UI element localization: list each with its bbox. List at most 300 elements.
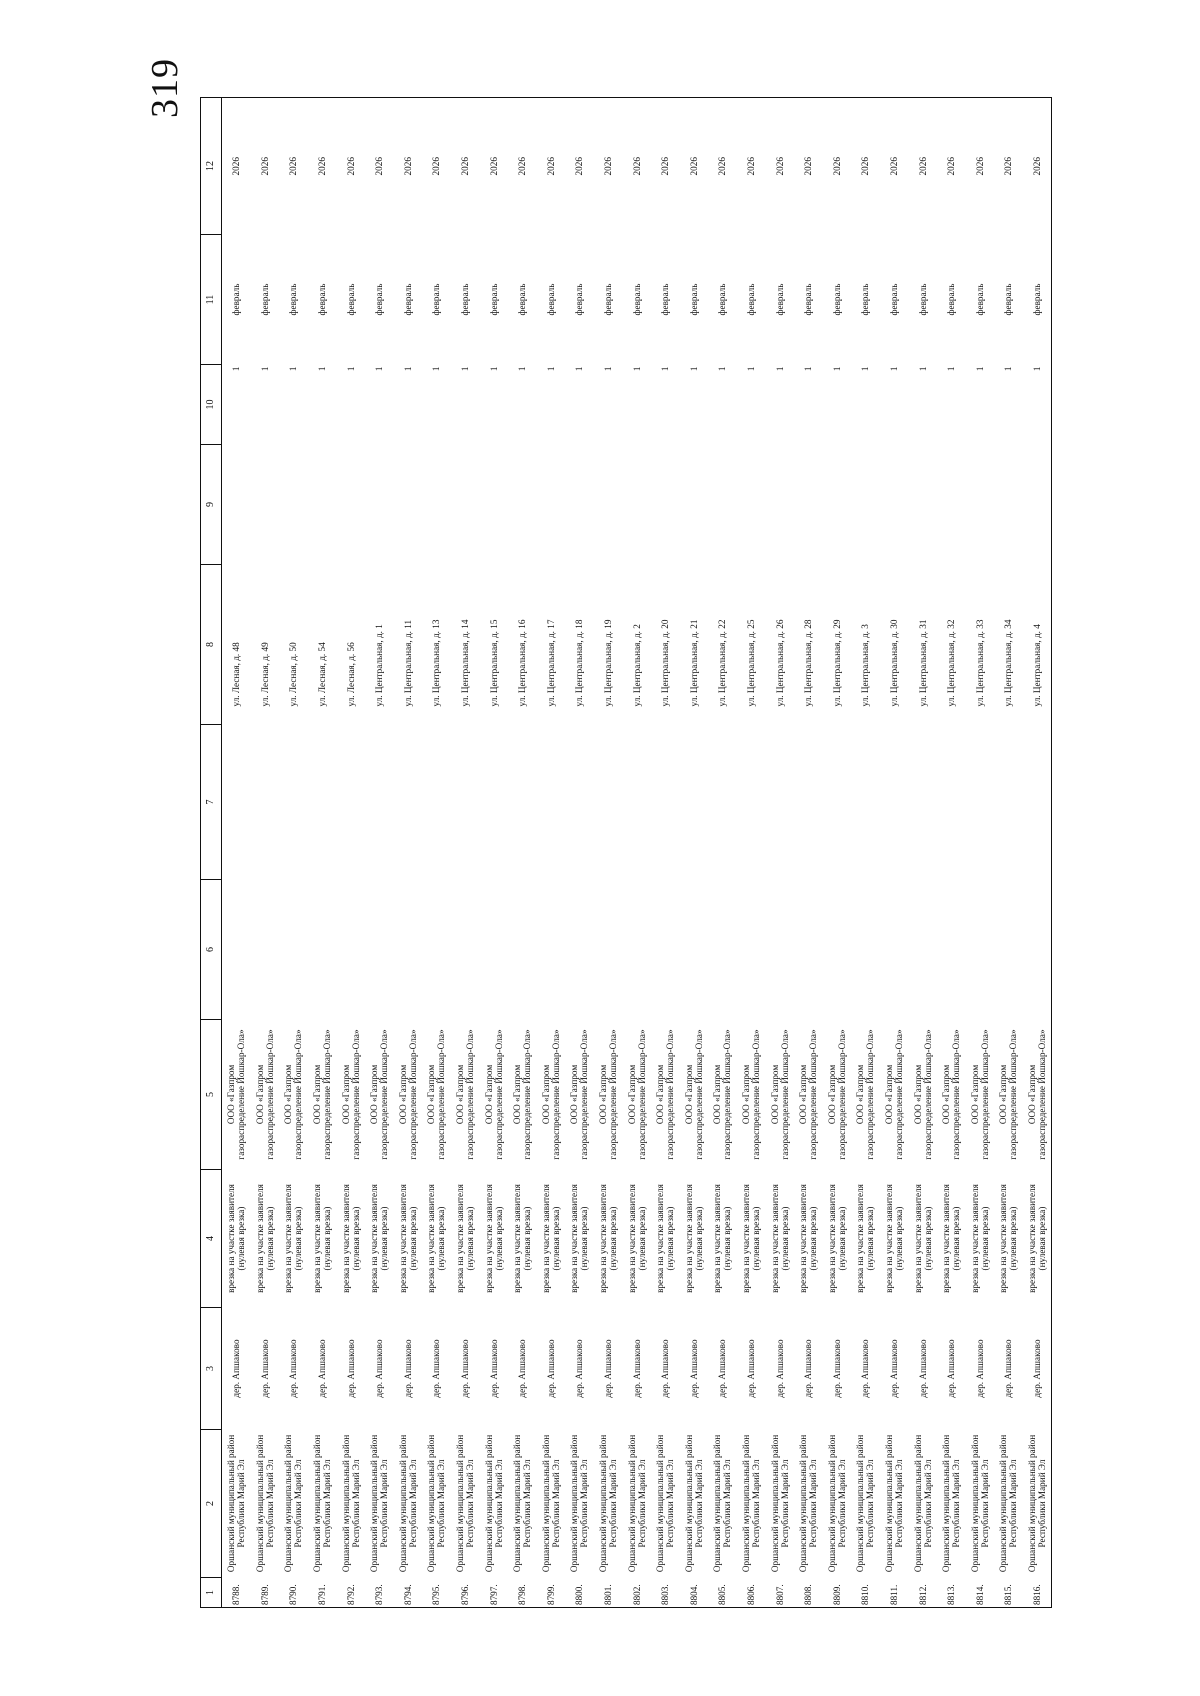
row-number-text: 8812.: [917, 1584, 928, 1605]
organization-cell-text: газораспределение Йошкар-Ола»: [836, 1029, 847, 1160]
month-cell-text: февраль: [631, 283, 642, 316]
organization-cell-text: ООО «Газпром: [1026, 1064, 1037, 1125]
address-cell: [451, 565, 480, 725]
district-cell-text: Республики Марий Эл: [951, 1459, 962, 1548]
row-number: [479, 1578, 508, 1608]
organization-cell-text: ООО «Газпром: [540, 1064, 551, 1125]
work-type-cell-text: врезка на участке заявителя: [226, 1184, 237, 1293]
empty-cell-9: [336, 445, 365, 565]
year-cell: [737, 98, 766, 235]
organization-cell: [365, 1020, 394, 1170]
work-type-cell-text: врезка на участке заявителя: [712, 1184, 723, 1293]
empty-cell-9: [765, 445, 794, 565]
count-cell-text: 1: [888, 366, 899, 372]
row-number-text: 8813.: [946, 1584, 957, 1605]
district-cell-text: Республики Марий Эл: [579, 1459, 590, 1548]
empty-cell-9: [737, 445, 766, 565]
empty-cell-6: [651, 880, 680, 1020]
address-cell: [279, 565, 308, 725]
work-type-cell-text: врезка на участке заявителя: [283, 1184, 294, 1293]
count-cell-text: 1: [717, 366, 728, 372]
work-type-cell: [508, 1170, 537, 1308]
settlement-cell-text: дер. Апшаково: [317, 1339, 328, 1398]
year-cell-text: 2026: [231, 157, 242, 176]
organization-cell: [937, 1020, 966, 1170]
count-cell: [422, 365, 451, 445]
empty-cell-9: [994, 445, 1023, 565]
count-cell: [251, 365, 280, 445]
table-row: [794, 98, 823, 1608]
year-cell-text: 2026: [317, 157, 328, 176]
empty-cell-6: [279, 880, 308, 1020]
empty-cell-7: [965, 725, 994, 880]
work-type-cell: [737, 1170, 766, 1308]
empty-cell-6: [537, 880, 566, 1020]
row-number: [651, 1578, 680, 1608]
work-type-cell: [965, 1170, 994, 1308]
address-cell-text: ул. Центральная, д. 19: [603, 619, 614, 707]
address-cell: [308, 565, 337, 725]
organization-cell: [394, 1020, 423, 1170]
month-cell-text: февраль: [460, 283, 471, 316]
organization-cell-text: газораспределение Йошкар-Ола»: [665, 1029, 676, 1160]
address-cell: [680, 565, 709, 725]
empty-cell-7: [251, 725, 280, 880]
organization-cell: [565, 1020, 594, 1170]
settlement-cell: [336, 1308, 365, 1430]
organization-cell-text: газораспределение Йошкар-Ола»: [979, 1029, 990, 1160]
settlement-cell: [994, 1308, 1023, 1430]
work-type-cell-text: врезка на участке заявителя: [969, 1184, 980, 1293]
organization-cell-text: газораспределение Йошкар-Ола»: [407, 1029, 418, 1160]
settlement-cell: [508, 1308, 537, 1430]
count-cell: [851, 365, 880, 445]
col-header: 1: [201, 1578, 222, 1608]
empty-cell-7: [622, 725, 651, 880]
empty-cell-9: [822, 445, 851, 565]
district-cell-text: Республики Марий Эл: [493, 1459, 504, 1548]
row-number-text: 8799.: [545, 1584, 556, 1605]
settlement-cell: [394, 1308, 423, 1430]
district-cell-text: Оршанский муниципальный район: [883, 1434, 894, 1573]
organization-cell-text: ООО «Газпром: [397, 1064, 408, 1125]
organization-cell-text: газораспределение Йошкар-Ола»: [322, 1029, 333, 1160]
district-cell-text: Республики Марий Эл: [407, 1459, 418, 1548]
settlement-cell: [651, 1308, 680, 1430]
row-number-text: 8797.: [488, 1584, 499, 1605]
district-cell: [908, 1430, 937, 1578]
district-cell: [622, 1430, 651, 1578]
count-cell-text: 1: [660, 366, 671, 372]
row-number-text: 8814.: [974, 1584, 985, 1605]
district-cell-text: Республики Марий Эл: [236, 1459, 247, 1548]
organization-cell-text: газораспределение Йошкар-Ола»: [779, 1029, 790, 1160]
empty-cell-6: [251, 880, 280, 1020]
settlement-cell-text: дер. Апшаково: [1003, 1339, 1014, 1398]
empty-cell-6: [479, 880, 508, 1020]
organization-cell-text: ООО «Газпром: [740, 1064, 751, 1125]
year-cell-text: 2026: [917, 157, 928, 176]
settlement-cell: [479, 1308, 508, 1430]
table-row: [422, 98, 451, 1608]
empty-cell-6: [508, 880, 537, 1020]
table-row: [994, 98, 1023, 1608]
district-cell-text: Республики Марий Эл: [350, 1459, 361, 1548]
work-type-cell-text: врезка на участке заявителя: [740, 1184, 751, 1293]
district-cell: [1023, 1430, 1052, 1578]
work-type-cell: [822, 1170, 851, 1308]
address-cell-text: ул. Лесная, д. 50: [288, 642, 299, 707]
row-number: [222, 1578, 251, 1608]
work-type-cell-text: (нулевая врезка): [865, 1206, 876, 1271]
empty-cell-7: [708, 725, 737, 880]
work-type-cell-text: врезка на участке заявителя: [512, 1184, 523, 1293]
month-cell-text: февраль: [603, 283, 614, 316]
year-cell: [222, 98, 251, 235]
year-cell-text: 2026: [631, 157, 642, 176]
settlement-cell: [537, 1308, 566, 1430]
organization-cell-text: ООО «Газпром: [483, 1064, 494, 1125]
organization-cell-text: ООО «Газпром: [254, 1064, 265, 1125]
work-type-cell: [537, 1170, 566, 1308]
work-type-cell-text: (нулевая врезка): [693, 1206, 704, 1271]
year-cell-text: 2026: [345, 157, 356, 176]
month-cell: [708, 235, 737, 365]
empty-cell-6: [422, 880, 451, 1020]
empty-cell-7: [508, 725, 537, 880]
month-cell: [937, 235, 966, 365]
col-header: 10: [201, 365, 222, 445]
address-cell-text: ул. Центральная, д. 13: [431, 619, 442, 707]
rotated-table-container: [200, 98, 1080, 1608]
row-number-text: 8804.: [688, 1584, 699, 1605]
table-row: [851, 98, 880, 1608]
year-cell: [1023, 98, 1052, 235]
row-number: [279, 1578, 308, 1608]
settlement-cell: [908, 1308, 937, 1430]
col-header: 5: [201, 1020, 222, 1170]
district-cell: [794, 1430, 823, 1578]
row-number-text: 8789.: [259, 1584, 270, 1605]
address-cell-text: ул. Лесная, д. 49: [259, 642, 270, 707]
organization-cell-text: газораспределение Йошкар-Ола»: [1008, 1029, 1019, 1160]
year-cell-text: 2026: [545, 157, 556, 176]
district-cell-text: Оршанский муниципальный район: [626, 1434, 637, 1573]
empty-cell-6: [594, 880, 623, 1020]
district-cell-text: Республики Марий Эл: [264, 1459, 275, 1548]
year-cell-text: 2026: [688, 157, 699, 176]
settlement-cell: [565, 1308, 594, 1430]
year-cell-text: 2026: [402, 157, 413, 176]
column-numbers-row: [201, 98, 222, 1608]
month-cell-text: февраль: [946, 283, 957, 316]
organization-cell: [222, 1020, 251, 1170]
district-cell-text: Оршанский муниципальный район: [569, 1434, 580, 1573]
work-type-cell: [1023, 1170, 1052, 1308]
district-cell: [822, 1430, 851, 1578]
table-row: [622, 98, 651, 1608]
row-number: [908, 1578, 937, 1608]
work-type-cell: [479, 1170, 508, 1308]
year-cell: [365, 98, 394, 235]
address-cell: [851, 565, 880, 725]
year-cell-text: 2026: [488, 157, 499, 176]
year-cell: [651, 98, 680, 235]
row-number-text: 8793.: [374, 1584, 385, 1605]
count-cell-text: 1: [631, 366, 642, 372]
organization-cell-text: ООО «Газпром: [855, 1064, 866, 1125]
organization-cell-text: ООО «Газпром: [226, 1064, 237, 1125]
work-type-cell: [308, 1170, 337, 1308]
row-number-text: 8794.: [402, 1584, 413, 1605]
col-header: 4: [201, 1170, 222, 1308]
district-cell-text: Оршанский муниципальный район: [426, 1434, 437, 1573]
row-number: [822, 1578, 851, 1608]
organization-cell: [908, 1020, 937, 1170]
organization-cell: [822, 1020, 851, 1170]
settlement-cell-text: дер. Апшаково: [717, 1339, 728, 1398]
address-cell: [1023, 565, 1052, 725]
count-cell-text: 1: [831, 366, 842, 372]
address-cell-text: ул. Центральная, д. 14: [460, 619, 471, 707]
empty-cell-9: [394, 445, 423, 565]
work-type-cell-text: врезка на участке заявителя: [598, 1184, 609, 1293]
address-cell: [365, 565, 394, 725]
address-cell: [737, 565, 766, 725]
organization-cell-text: ООО «Газпром: [598, 1064, 609, 1125]
work-type-cell-text: (нулевая врезка): [522, 1206, 533, 1271]
year-cell-text: 2026: [888, 157, 899, 176]
count-cell-text: 1: [288, 366, 299, 372]
organization-cell-text: ООО «Газпром: [798, 1064, 809, 1125]
work-type-cell-text: врезка на участке заявителя: [826, 1184, 837, 1293]
row-number: [422, 1578, 451, 1608]
empty-cell-9: [965, 445, 994, 565]
year-cell: [794, 98, 823, 235]
count-cell-text: 1: [688, 366, 699, 372]
empty-cell-9: [594, 445, 623, 565]
count-cell: [622, 365, 651, 445]
count-cell: [1023, 365, 1052, 445]
settlement-cell: [680, 1308, 709, 1430]
empty-cell-6: [1023, 880, 1052, 1020]
work-type-cell: [765, 1170, 794, 1308]
organization-cell-text: ООО «Газпром: [826, 1064, 837, 1125]
month-cell: [279, 235, 308, 365]
settlement-cell-text: дер. Апшаково: [688, 1339, 699, 1398]
district-cell-text: Республики Марий Эл: [922, 1459, 933, 1548]
settlement-cell: [251, 1308, 280, 1430]
month-cell: [565, 235, 594, 365]
district-cell-text: Республики Марий Эл: [379, 1459, 390, 1548]
count-cell: [222, 365, 251, 445]
empty-cell-7: [365, 725, 394, 880]
settlement-cell: [822, 1308, 851, 1430]
organization-cell-text: ООО «Газпром: [569, 1064, 580, 1125]
settlement-cell-text: дер. Апшаково: [946, 1339, 957, 1398]
settlement-cell: [308, 1308, 337, 1430]
work-type-cell-text: (нулевая врезка): [893, 1206, 904, 1271]
year-cell-text: 2026: [603, 157, 614, 176]
year-cell-text: 2026: [517, 157, 528, 176]
table-row: [479, 98, 508, 1608]
month-cell: [222, 235, 251, 365]
work-type-cell-text: врезка на участке заявителя: [483, 1184, 494, 1293]
year-cell: [508, 98, 537, 235]
district-cell-text: Республики Марий Эл: [293, 1459, 304, 1548]
work-type-cell: [937, 1170, 966, 1308]
year-cell: [908, 98, 937, 235]
organization-cell-text: газораспределение Йошкар-Ола»: [951, 1029, 962, 1160]
work-type-cell-text: врезка на участке заявителя: [312, 1184, 323, 1293]
empty-cell-7: [479, 725, 508, 880]
work-type-cell-text: врезка на участке заявителя: [397, 1184, 408, 1293]
settlement-cell-text: дер. Апшаково: [517, 1339, 528, 1398]
table-row: [451, 98, 480, 1608]
organization-cell: [537, 1020, 566, 1170]
district-cell-text: Оршанский муниципальный район: [941, 1434, 952, 1573]
empty-cell-6: [680, 880, 709, 1020]
count-cell-text: 1: [402, 366, 413, 372]
address-cell: [565, 565, 594, 725]
year-cell-text: 2026: [431, 157, 442, 176]
empty-cell-9: [251, 445, 280, 565]
empty-cell-9: [365, 445, 394, 565]
empty-cell-6: [765, 880, 794, 1020]
work-type-cell-text: врезка на участке заявителя: [655, 1184, 666, 1293]
organization-cell-text: ООО «Газпром: [941, 1064, 952, 1125]
address-cell-text: ул. Центральная, д. 21: [688, 619, 699, 707]
empty-cell-9: [479, 445, 508, 565]
month-cell-text: февраль: [374, 283, 385, 316]
address-cell: [651, 565, 680, 725]
organization-cell-text: газораспределение Йошкар-Ола»: [693, 1029, 704, 1160]
district-cell-text: Республики Марий Эл: [436, 1459, 447, 1548]
count-cell: [594, 365, 623, 445]
row-number: [251, 1578, 280, 1608]
address-cell: [794, 565, 823, 725]
work-type-cell-text: врезка на участке заявителя: [369, 1184, 380, 1293]
organization-cell: [308, 1020, 337, 1170]
settlement-cell: [1023, 1308, 1052, 1430]
work-type-cell-text: (нулевая врезка): [836, 1206, 847, 1271]
count-cell-text: 1: [488, 366, 499, 372]
year-cell-text: 2026: [831, 157, 842, 176]
organization-cell-text: газораспределение Йошкар-Ола»: [350, 1029, 361, 1160]
organization-cell-text: газораспределение Йошкар-Ола»: [465, 1029, 476, 1160]
district-cell-text: Оршанский муниципальный район: [769, 1434, 780, 1573]
organization-cell-text: ООО «Газпром: [683, 1064, 694, 1125]
district-cell-text: Республики Марий Эл: [836, 1459, 847, 1548]
count-cell-text: 1: [259, 366, 270, 372]
row-number: [594, 1578, 623, 1608]
row-number: [937, 1578, 966, 1608]
work-type-cell-text: (нулевая врезка): [608, 1206, 619, 1271]
organization-cell: [708, 1020, 737, 1170]
address-cell-text: ул. Центральная, д. 1: [374, 624, 385, 707]
district-cell: [965, 1430, 994, 1578]
address-cell-text: ул. Центральная, д. 32: [946, 619, 957, 707]
empty-cell-6: [565, 880, 594, 1020]
row-number: [708, 1578, 737, 1608]
count-cell: [680, 365, 709, 445]
work-type-cell: [451, 1170, 480, 1308]
work-type-cell-text: (нулевая врезка): [293, 1206, 304, 1271]
count-cell-text: 1: [574, 366, 585, 372]
count-cell: [965, 365, 994, 445]
month-cell-text: февраль: [317, 283, 328, 316]
count-cell-text: 1: [374, 366, 385, 372]
settlement-cell-text: дер. Апшаково: [374, 1339, 385, 1398]
work-type-cell-text: (нулевая врезка): [436, 1206, 447, 1271]
work-type-cell-text: врезка на участке заявителя: [769, 1184, 780, 1293]
organization-cell: [508, 1020, 537, 1170]
district-cell-text: Оршанский муниципальный район: [1026, 1434, 1037, 1573]
empty-cell-7: [594, 725, 623, 880]
address-cell: [394, 565, 423, 725]
address-cell-text: ул. Центральная, д. 17: [545, 619, 556, 707]
empty-cell-9: [222, 445, 251, 565]
district-cell: [336, 1430, 365, 1578]
empty-cell-7: [994, 725, 1023, 880]
settlement-cell-text: дер. Апшаково: [402, 1339, 413, 1398]
organization-cell-text: газораспределение Йошкар-Ола»: [1036, 1029, 1047, 1160]
organization-cell: [794, 1020, 823, 1170]
year-cell-text: 2026: [660, 157, 671, 176]
empty-cell-7: [880, 725, 909, 880]
table-row: [937, 98, 966, 1608]
district-cell-text: Оршанский муниципальный район: [655, 1434, 666, 1573]
organization-cell-text: газораспределение Йошкар-Ола»: [922, 1029, 933, 1160]
organization-cell-text: ООО «Газпром: [340, 1064, 351, 1125]
work-type-cell-text: (нулевая врезка): [579, 1206, 590, 1271]
work-type-cell: [622, 1170, 651, 1308]
district-cell-text: Оршанский муниципальный район: [969, 1434, 980, 1573]
work-type-cell-text: врезка на участке заявителя: [569, 1184, 580, 1293]
year-cell-text: 2026: [717, 157, 728, 176]
district-cell-text: Оршанский муниципальный район: [483, 1434, 494, 1573]
organization-cell-text: ООО «Газпром: [626, 1064, 637, 1125]
year-cell-text: 2026: [574, 157, 585, 176]
month-cell-text: февраль: [517, 283, 528, 316]
district-cell: [422, 1430, 451, 1578]
work-type-cell-text: (нулевая врезка): [1036, 1206, 1047, 1271]
table-row: [336, 98, 365, 1608]
organization-cell-text: газораспределение Йошкар-Ола»: [264, 1029, 275, 1160]
organization-cell: [1023, 1020, 1052, 1170]
empty-cell-9: [1023, 445, 1052, 565]
work-type-cell-text: врезка на участке заявителя: [455, 1184, 466, 1293]
address-cell: [708, 565, 737, 725]
month-cell: [422, 235, 451, 365]
district-cell: [851, 1430, 880, 1578]
district-cell: [651, 1430, 680, 1578]
table-row: [508, 98, 537, 1608]
work-type-cell: [279, 1170, 308, 1308]
table-row: [908, 98, 937, 1608]
district-cell-text: Оршанский муниципальный район: [740, 1434, 751, 1573]
month-cell-text: февраль: [688, 283, 699, 316]
count-cell: [937, 365, 966, 445]
table-row: [365, 98, 394, 1608]
organization-cell-text: газораспределение Йошкар-Ола»: [579, 1029, 590, 1160]
district-cell-text: Оршанский муниципальный район: [397, 1434, 408, 1573]
address-cell: [479, 565, 508, 725]
empty-cell-7: [279, 725, 308, 880]
empty-cell-6: [794, 880, 823, 1020]
table-row: [737, 98, 766, 1608]
district-cell-text: Оршанский муниципальный район: [540, 1434, 551, 1573]
